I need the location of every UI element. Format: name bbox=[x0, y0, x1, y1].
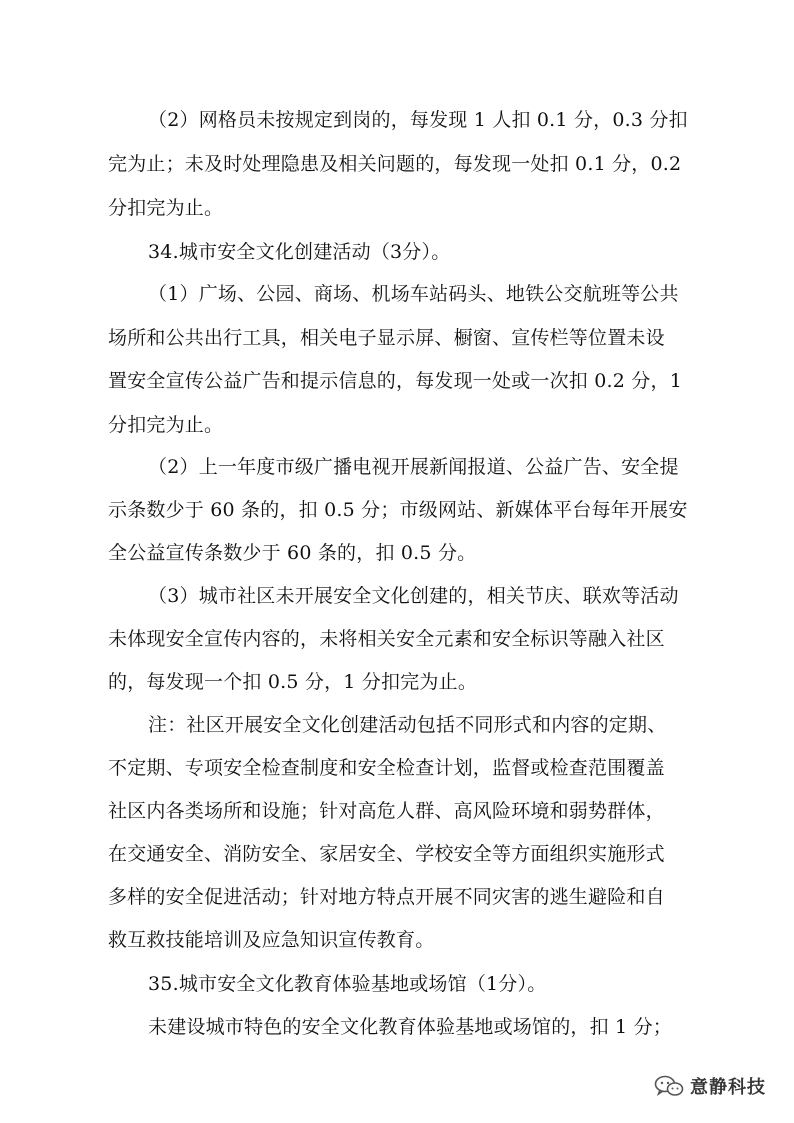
watermark bbox=[654, 1070, 766, 1102]
text-line: 场所和公共出行工具，相关电子显示屏、橱窗、宣传栏等位置未设 bbox=[108, 327, 665, 349]
text-line: 不定期、专项安全检查制度和安全检查计划，监督或检查范围覆盖 bbox=[108, 757, 665, 779]
text-line: （3）城市社区未开展安全文化创建的，相关节庆、联欢等活动 bbox=[148, 585, 679, 607]
text-line: 示条数少于 60 条的，扣 0.5 分；市级网站、新媒体平台每年开展安 bbox=[108, 499, 688, 521]
text-line: 未建设城市特色的安全文化教育体验基地或场馆的，扣 1 分； bbox=[148, 1016, 672, 1038]
text-line: 未体现安全宣传内容的，未将相关安全元素和安全标识等融入社区 bbox=[108, 628, 665, 650]
text-line: 全公益宣传条数少于 60 条的，扣 0.5 分。 bbox=[108, 542, 477, 564]
text-line: 救互救技能培训及应急知识宣传教育。 bbox=[108, 929, 435, 951]
text-line: （2）上一年度市级广播电视开展新闻报道、公益广告、安全提 bbox=[148, 456, 679, 478]
text-line: 分扣完为止。 bbox=[108, 414, 224, 436]
text-line: 置安全宣传公益广告和提示信息的，每发现一处或一次扣 0.2 分，1 bbox=[108, 370, 682, 392]
watermark-text: 意静科技 bbox=[690, 1077, 766, 1098]
wechat-icon bbox=[654, 1074, 684, 1098]
text-line: （2）网格员未按规定到岗的，每发现 1 人扣 0.1 分，0.3 分扣 bbox=[148, 109, 688, 131]
section-heading-34: 34.城市安全文化创建活动（3分）。 bbox=[148, 241, 451, 263]
text-line: （1）广场、公园、商场、机场车站码头、地铁公交航班等公共 bbox=[148, 283, 679, 305]
note-line: 注：社区开展安全文化创建活动包括不同形式和内容的定期、 bbox=[148, 714, 667, 736]
text-line: 分扣完为止。 bbox=[108, 197, 224, 219]
text-line: 在交通安全、消防安全、家居安全、学校安全等方面组织实施形式 bbox=[108, 843, 665, 865]
text-line: 社区内各类场所和设施；针对高危人群、高风险环境和弱势群体， bbox=[108, 800, 665, 822]
section-heading-35: 35.城市安全文化教育体验基地或场馆（1分）。 bbox=[148, 973, 547, 995]
text-line: 多样的安全促进活动；针对地方特点开展不同灾害的逃生避险和自 bbox=[108, 886, 665, 908]
text-line: 完为止；未及时处理隐患及相关问题的，每发现一处扣 0.1 分，0.2 bbox=[108, 153, 682, 175]
text-line: 的，每发现一个扣 0.5 分，1 分扣完为止。 bbox=[108, 671, 478, 693]
